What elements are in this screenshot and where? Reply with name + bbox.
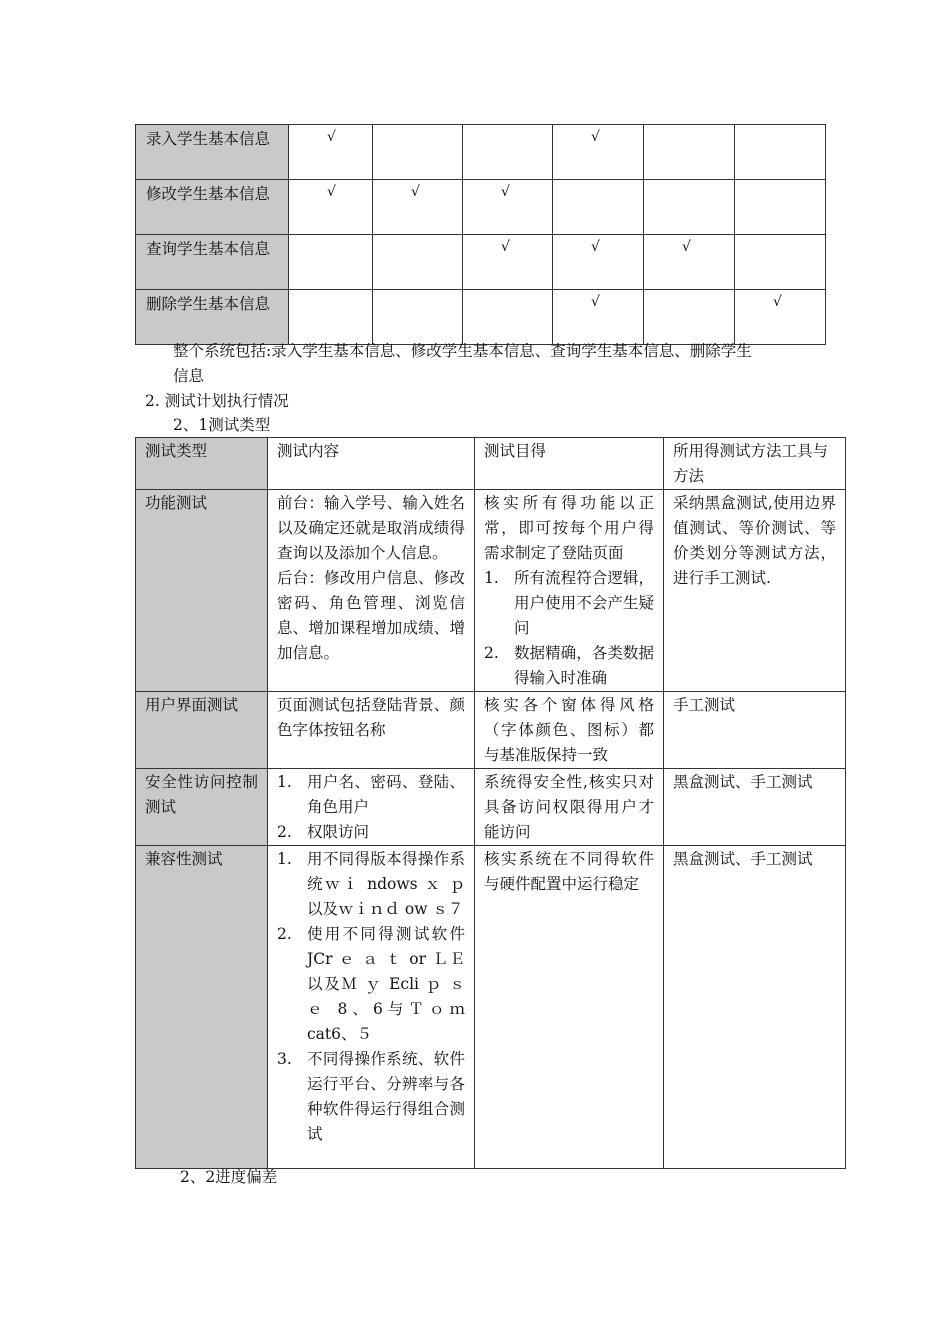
matrix-row-label: 修改学生基本信息	[136, 180, 289, 235]
list-item: 2. 数据精确，各类数据得输入时准确	[484, 644, 654, 687]
matrix-cell	[289, 235, 373, 290]
matrix-cell	[289, 125, 373, 180]
table-row	[136, 769, 846, 846]
matrix-cell	[553, 180, 644, 235]
list-item: 1. 所有流程符合逻辑，用户使用不会产生疑问	[484, 569, 654, 637]
row-method: 采纳黑盒测试,使用边界值测试、等价测试、等价类划分等测试方法，进行手工测试.	[664, 490, 846, 692]
check-mark: √	[501, 184, 510, 200]
header-test-method: 所用得测试方法工具与方法	[664, 438, 846, 490]
matrix-cell	[644, 290, 735, 345]
matrix-cell	[553, 235, 644, 290]
matrix-cell	[644, 180, 735, 235]
check-mark: √	[682, 239, 691, 255]
row-goal: 系统得安全性,核实只对具备访问权限得用户才能访问	[475, 769, 664, 846]
section-2-1-heading: 2、1测试类型	[173, 416, 271, 434]
feature-matrix-table	[135, 124, 826, 345]
matrix-cell	[463, 235, 553, 290]
list-item: 1. 用户名、密码、登陆、角色用户	[277, 773, 465, 816]
row-content: 页面测试包括登陆背景、颜色字体按钮名称	[268, 692, 475, 769]
table-row	[136, 846, 846, 1169]
content-front: 前台：输入学号、输入姓名以及确定还就是取消成绩得查询以及添加个人信息。	[277, 494, 465, 562]
matrix-cell	[644, 235, 735, 290]
row-content	[268, 490, 475, 692]
check-mark: √	[773, 294, 782, 310]
table-row	[136, 692, 846, 769]
row-content	[268, 846, 475, 1169]
matrix-cell	[735, 125, 826, 180]
goal-list	[484, 566, 654, 691]
matrix-row	[136, 125, 826, 180]
content-list	[277, 847, 465, 1147]
summary-line-1: 整个系统包括:录入学生基本信息、修改学生基本信息、查询学生基本信息、删除学生	[173, 342, 752, 360]
matrix-row	[136, 180, 826, 235]
row-type: 安全性访问控制测试	[136, 769, 268, 846]
check-mark: √	[591, 239, 600, 255]
goal-intro: 核实所有得功能以正常，即可按每个用户得需求制定了登陆页面	[484, 494, 654, 562]
row-goal: 核实系统在不同得软件与硬件配置中运行稳定	[475, 846, 664, 1169]
matrix-cell	[463, 180, 553, 235]
matrix-row-label: 录入学生基本信息	[136, 125, 289, 180]
matrix-cell	[463, 290, 553, 345]
matrix-cell	[289, 290, 373, 345]
header-test-goal: 测试目得	[475, 438, 664, 490]
matrix-cell	[735, 235, 826, 290]
matrix-cell	[463, 125, 553, 180]
section-2-heading: 2. 测试计划执行情况	[145, 392, 289, 410]
matrix-cell	[373, 180, 463, 235]
check-mark: √	[327, 184, 336, 200]
matrix-row	[136, 290, 826, 345]
matrix-cell	[735, 180, 826, 235]
matrix-row-label: 删除学生基本信息	[136, 290, 289, 345]
header-test-type: 测试类型	[136, 438, 268, 490]
matrix-cell	[644, 125, 735, 180]
content-list	[277, 770, 465, 845]
header-test-content: 测试内容	[268, 438, 475, 490]
row-method: 黑盒测试、手工测试	[664, 769, 846, 846]
matrix-cell	[735, 290, 826, 345]
check-mark: √	[591, 294, 600, 310]
matrix-cell	[373, 125, 463, 180]
row-type: 兼容性测试	[136, 846, 268, 1169]
row-goal	[475, 490, 664, 692]
list-item: 2. 使用不同得测试软件JCr ｅ ａ ｔ or ＬＥ以及Ｍ ｙ Ecli ｐ ｓ ｅ 8、6与Ｔｏｍ cat6、５	[277, 925, 465, 1043]
row-method: 手工测试	[664, 692, 846, 769]
table-row	[136, 490, 846, 692]
matrix-cell	[553, 125, 644, 180]
list-item: 1. 用不同得版本得操作系统ｗｉ ndows ｘ ｐ以及ｗｉｎｄ ow ｓ７	[277, 850, 465, 918]
content-back: 后台：修改用户信息、修改密码、角色管理、浏览信息、增加课程增加成绩、增加信息。	[277, 569, 465, 662]
row-type: 功能测试	[136, 490, 268, 692]
matrix-cell	[289, 180, 373, 235]
check-mark: √	[591, 129, 600, 145]
summary-line-2: 信息	[173, 367, 205, 385]
matrix-row	[136, 235, 826, 290]
table-header-row	[136, 438, 846, 490]
row-goal: 核实各个窗体得风格（字体颜色、图标）都与基准版保持一致	[475, 692, 664, 769]
matrix-cell	[373, 290, 463, 345]
check-mark: √	[327, 129, 336, 145]
list-item: 3. 不同得操作系统、软件运行平台、分辨率与各种软件得运行得组合测试	[277, 1050, 465, 1143]
row-content	[268, 769, 475, 846]
matrix-cell	[553, 290, 644, 345]
matrix-cell	[373, 235, 463, 290]
check-mark: √	[501, 239, 510, 255]
row-method: 黑盒测试、手工测试	[664, 846, 846, 1169]
test-types-table	[135, 437, 846, 1169]
list-item: 2. 权限访问	[277, 823, 370, 841]
matrix-row-label: 查询学生基本信息	[136, 235, 289, 290]
check-mark: √	[411, 184, 420, 200]
row-type: 用户界面测试	[136, 692, 268, 769]
section-2-2-heading: 2、2进度偏差	[180, 1168, 278, 1186]
